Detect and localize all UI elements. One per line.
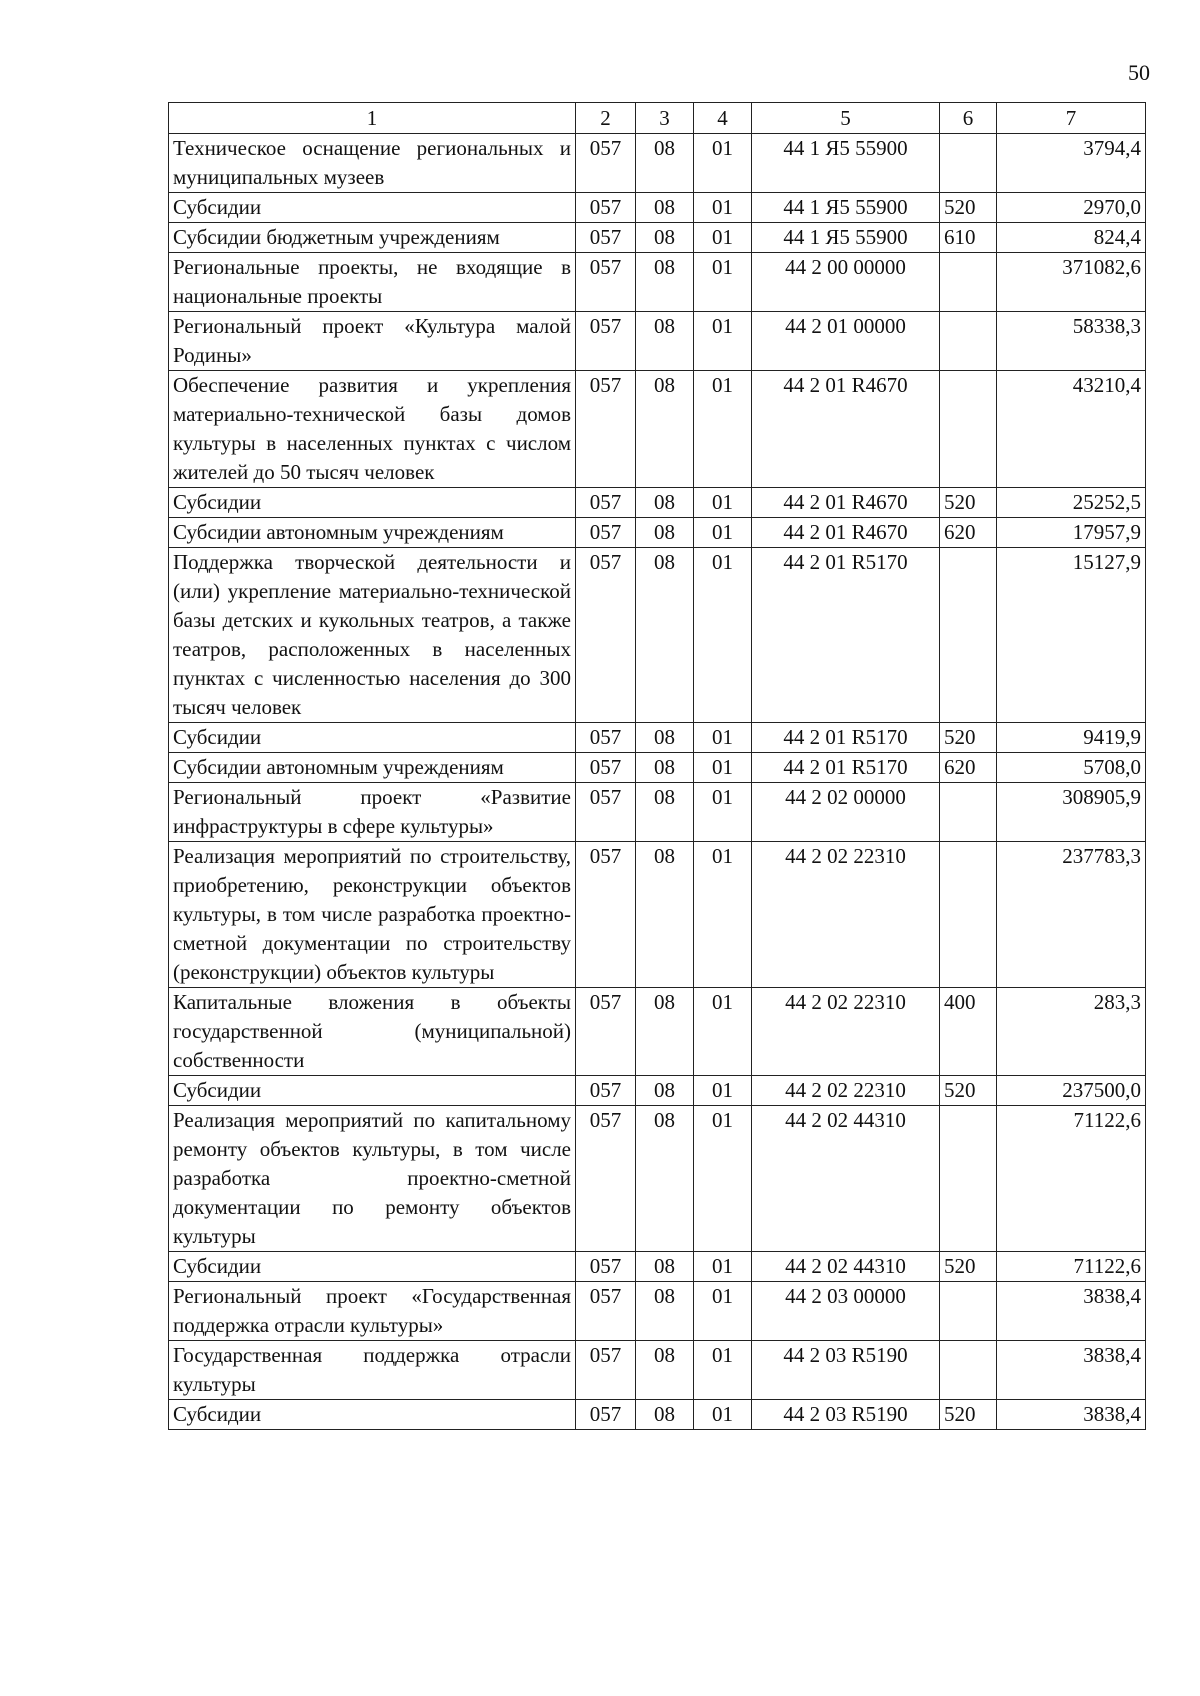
- admin-code-cell: 057: [576, 371, 636, 488]
- admin-code-cell: 057: [576, 723, 636, 753]
- item-name-cell: Субсидии: [169, 488, 576, 518]
- item-name-cell: Субсидии: [169, 193, 576, 223]
- subsection-cell: 01: [694, 988, 752, 1076]
- section-cell: 08: [636, 253, 694, 312]
- subsection-cell: 01: [694, 253, 752, 312]
- admin-code-cell: 057: [576, 223, 636, 253]
- target-article-cell: 44 2 00 00000: [752, 253, 940, 312]
- expense-type-cell: 400: [940, 988, 997, 1076]
- table-row: [169, 1106, 1146, 1252]
- header-cell: 7: [997, 103, 1146, 134]
- amount-cell: 2970,0: [997, 193, 1146, 223]
- section-cell: 08: [636, 1400, 694, 1430]
- expense-type-cell: [940, 134, 997, 193]
- amount-cell: 3838,4: [997, 1400, 1146, 1430]
- amount-cell: 308905,9: [997, 783, 1146, 842]
- header-cell: 2: [576, 103, 636, 134]
- expense-type-cell: [940, 1106, 997, 1252]
- page-number: 50: [1128, 60, 1150, 85]
- amount-cell: 371082,6: [997, 253, 1146, 312]
- target-article-cell: 44 2 02 00000: [752, 783, 940, 842]
- target-article-cell: 44 2 02 44310: [752, 1106, 940, 1252]
- target-article-cell: 44 2 03 R5190: [752, 1341, 940, 1400]
- expense-type-cell: [940, 1282, 997, 1341]
- expense-type-cell: 520: [940, 488, 997, 518]
- subsection-cell: 01: [694, 1106, 752, 1252]
- table-row: [169, 1400, 1146, 1430]
- item-name-cell: Региональный проект «Государственная поддержка отрасли культуры»: [169, 1282, 576, 1341]
- target-article-cell: 44 2 01 R4670: [752, 518, 940, 548]
- item-name-cell: Субсидии бюджетным учреждениям: [169, 223, 576, 253]
- subsection-cell: 01: [694, 193, 752, 223]
- table-row: [169, 312, 1146, 371]
- subsection-cell: 01: [694, 783, 752, 842]
- header-row: [169, 103, 1146, 134]
- expense-type-cell: [940, 312, 997, 371]
- item-name-cell: Региональный проект «Развитие инфраструктуры в сфере культуры»: [169, 783, 576, 842]
- amount-cell: 9419,9: [997, 723, 1146, 753]
- item-name-cell: Субсидии: [169, 723, 576, 753]
- item-name-cell: Поддержка творческой деятельности и (или) укрепление материально-технической базы детских и кукольных театров, а также театров, расположенных в населенных пунктах с численностью населения до 300 тысяч человек: [169, 548, 576, 723]
- expense-type-cell: [940, 783, 997, 842]
- expense-type-cell: 520: [940, 1076, 997, 1106]
- section-cell: 08: [636, 371, 694, 488]
- target-article-cell: 44 2 01 R4670: [752, 488, 940, 518]
- expense-type-cell: 520: [940, 723, 997, 753]
- admin-code-cell: 057: [576, 1252, 636, 1282]
- header-cell: 1: [169, 103, 576, 134]
- amount-cell: 58338,3: [997, 312, 1146, 371]
- admin-code-cell: 057: [576, 488, 636, 518]
- admin-code-cell: 057: [576, 518, 636, 548]
- item-name-cell: Техническое оснащение региональных и муниципальных музеев: [169, 134, 576, 193]
- amount-cell: 25252,5: [997, 488, 1146, 518]
- amount-cell: 3794,4: [997, 134, 1146, 193]
- amount-cell: 71122,6: [997, 1252, 1146, 1282]
- admin-code-cell: 057: [576, 988, 636, 1076]
- item-name-cell: Региональный проект «Культура малой Родины»: [169, 312, 576, 371]
- target-article-cell: 44 1 Я5 55900: [752, 193, 940, 223]
- expense-type-cell: [940, 253, 997, 312]
- subsection-cell: 01: [694, 723, 752, 753]
- expense-type-cell: 520: [940, 1400, 997, 1430]
- section-cell: 08: [636, 753, 694, 783]
- admin-code-cell: 057: [576, 753, 636, 783]
- expense-type-cell: 520: [940, 1252, 997, 1282]
- header-cell: 5: [752, 103, 940, 134]
- target-article-cell: 44 2 01 R4670: [752, 371, 940, 488]
- amount-cell: 5708,0: [997, 753, 1146, 783]
- expense-type-cell: [940, 371, 997, 488]
- amount-cell: 237783,3: [997, 842, 1146, 988]
- section-cell: 08: [636, 1106, 694, 1252]
- subsection-cell: 01: [694, 1341, 752, 1400]
- subsection-cell: 01: [694, 1252, 752, 1282]
- item-name-cell: Субсидии: [169, 1252, 576, 1282]
- subsection-cell: 01: [694, 488, 752, 518]
- expense-type-cell: [940, 548, 997, 723]
- target-article-cell: 44 2 01 R5170: [752, 753, 940, 783]
- table-row: [169, 134, 1146, 193]
- section-cell: 08: [636, 193, 694, 223]
- admin-code-cell: 057: [576, 548, 636, 723]
- section-cell: 08: [636, 1341, 694, 1400]
- table-row: [169, 518, 1146, 548]
- section-cell: 08: [636, 488, 694, 518]
- section-cell: 08: [636, 518, 694, 548]
- admin-code-cell: 057: [576, 842, 636, 988]
- section-cell: 08: [636, 988, 694, 1076]
- subsection-cell: 01: [694, 1400, 752, 1430]
- target-article-cell: 44 2 03 R5190: [752, 1400, 940, 1430]
- admin-code-cell: 057: [576, 1076, 636, 1106]
- table-row: [169, 193, 1146, 223]
- target-article-cell: 44 1 Я5 55900: [752, 223, 940, 253]
- table-row: [169, 783, 1146, 842]
- section-cell: 08: [636, 842, 694, 988]
- table-row: [169, 1076, 1146, 1106]
- table-row: [169, 753, 1146, 783]
- subsection-cell: 01: [694, 548, 752, 723]
- amount-cell: 15127,9: [997, 548, 1146, 723]
- table-row: [169, 723, 1146, 753]
- item-name-cell: Капитальные вложения в объекты государственной (муниципальной) собственности: [169, 988, 576, 1076]
- target-article-cell: 44 2 02 22310: [752, 1076, 940, 1106]
- item-name-cell: Государственная поддержка отрасли культуры: [169, 1341, 576, 1400]
- table-row: [169, 223, 1146, 253]
- item-name-cell: Региональные проекты, не входящие в национальные проекты: [169, 253, 576, 312]
- item-name-cell: Субсидии автономным учреждениям: [169, 518, 576, 548]
- amount-cell: 71122,6: [997, 1106, 1146, 1252]
- table-row: [169, 253, 1146, 312]
- section-cell: 08: [636, 223, 694, 253]
- item-name-cell: Реализация мероприятий по строительству, приобретению, реконструкции объектов культуры, в том числе разработка проектно-сметной документации по строительству (реконструкции) объектов культуры: [169, 842, 576, 988]
- table-row: [169, 1341, 1146, 1400]
- target-article-cell: 44 2 01 R5170: [752, 723, 940, 753]
- subsection-cell: 01: [694, 518, 752, 548]
- table-row: [169, 371, 1146, 488]
- target-article-cell: 44 1 Я5 55900: [752, 134, 940, 193]
- admin-code-cell: 057: [576, 1282, 636, 1341]
- target-article-cell: 44 2 02 44310: [752, 1252, 940, 1282]
- section-cell: 08: [636, 1076, 694, 1106]
- subsection-cell: 01: [694, 1076, 752, 1106]
- amount-cell: 3838,4: [997, 1341, 1146, 1400]
- expense-type-cell: 620: [940, 753, 997, 783]
- amount-cell: 283,3: [997, 988, 1146, 1076]
- section-cell: 08: [636, 1282, 694, 1341]
- amount-cell: 3838,4: [997, 1282, 1146, 1341]
- section-cell: 08: [636, 134, 694, 193]
- budget-table: [168, 102, 1146, 1430]
- expense-type-cell: 610: [940, 223, 997, 253]
- amount-cell: 824,4: [997, 223, 1146, 253]
- subsection-cell: 01: [694, 223, 752, 253]
- item-name-cell: Субсидии: [169, 1400, 576, 1430]
- section-cell: 08: [636, 723, 694, 753]
- section-cell: 08: [636, 1252, 694, 1282]
- target-article-cell: 44 2 02 22310: [752, 988, 940, 1076]
- table-row: [169, 1282, 1146, 1341]
- admin-code-cell: 057: [576, 253, 636, 312]
- expense-type-cell: [940, 842, 997, 988]
- admin-code-cell: 057: [576, 783, 636, 842]
- target-article-cell: 44 2 02 22310: [752, 842, 940, 988]
- subsection-cell: 01: [694, 1282, 752, 1341]
- amount-cell: 43210,4: [997, 371, 1146, 488]
- admin-code-cell: 057: [576, 1106, 636, 1252]
- table-row: [169, 548, 1146, 723]
- header-cell: 4: [694, 103, 752, 134]
- subsection-cell: 01: [694, 134, 752, 193]
- subsection-cell: 01: [694, 312, 752, 371]
- target-article-cell: 44 2 01 00000: [752, 312, 940, 371]
- section-cell: 08: [636, 548, 694, 723]
- subsection-cell: 01: [694, 842, 752, 988]
- item-name-cell: Обеспечение развития и укрепления материально-технической базы домов культуры в населенных пунктах с числом жителей до 50 тысяч человек: [169, 371, 576, 488]
- section-cell: 08: [636, 783, 694, 842]
- expense-type-cell: 620: [940, 518, 997, 548]
- target-article-cell: 44 2 01 R5170: [752, 548, 940, 723]
- header-cell: 6: [940, 103, 997, 134]
- amount-cell: 17957,9: [997, 518, 1146, 548]
- admin-code-cell: 057: [576, 1400, 636, 1430]
- item-name-cell: Субсидии: [169, 1076, 576, 1106]
- table-row: [169, 1252, 1146, 1282]
- target-article-cell: 44 2 03 00000: [752, 1282, 940, 1341]
- admin-code-cell: 057: [576, 134, 636, 193]
- table-row: [169, 842, 1146, 988]
- admin-code-cell: 057: [576, 1341, 636, 1400]
- item-name-cell: Реализация мероприятий по капитальному ремонту объектов культуры, в том числе разработка проектно-сметной документации по ремонту объектов культуры: [169, 1106, 576, 1252]
- section-cell: 08: [636, 312, 694, 371]
- admin-code-cell: 057: [576, 193, 636, 223]
- table-row: [169, 988, 1146, 1076]
- subsection-cell: 01: [694, 371, 752, 488]
- item-name-cell: Субсидии автономным учреждениям: [169, 753, 576, 783]
- admin-code-cell: 057: [576, 312, 636, 371]
- amount-cell: 237500,0: [997, 1076, 1146, 1106]
- header-cell: 3: [636, 103, 694, 134]
- subsection-cell: 01: [694, 753, 752, 783]
- expense-type-cell: [940, 1341, 997, 1400]
- table-row: [169, 488, 1146, 518]
- expense-type-cell: 520: [940, 193, 997, 223]
